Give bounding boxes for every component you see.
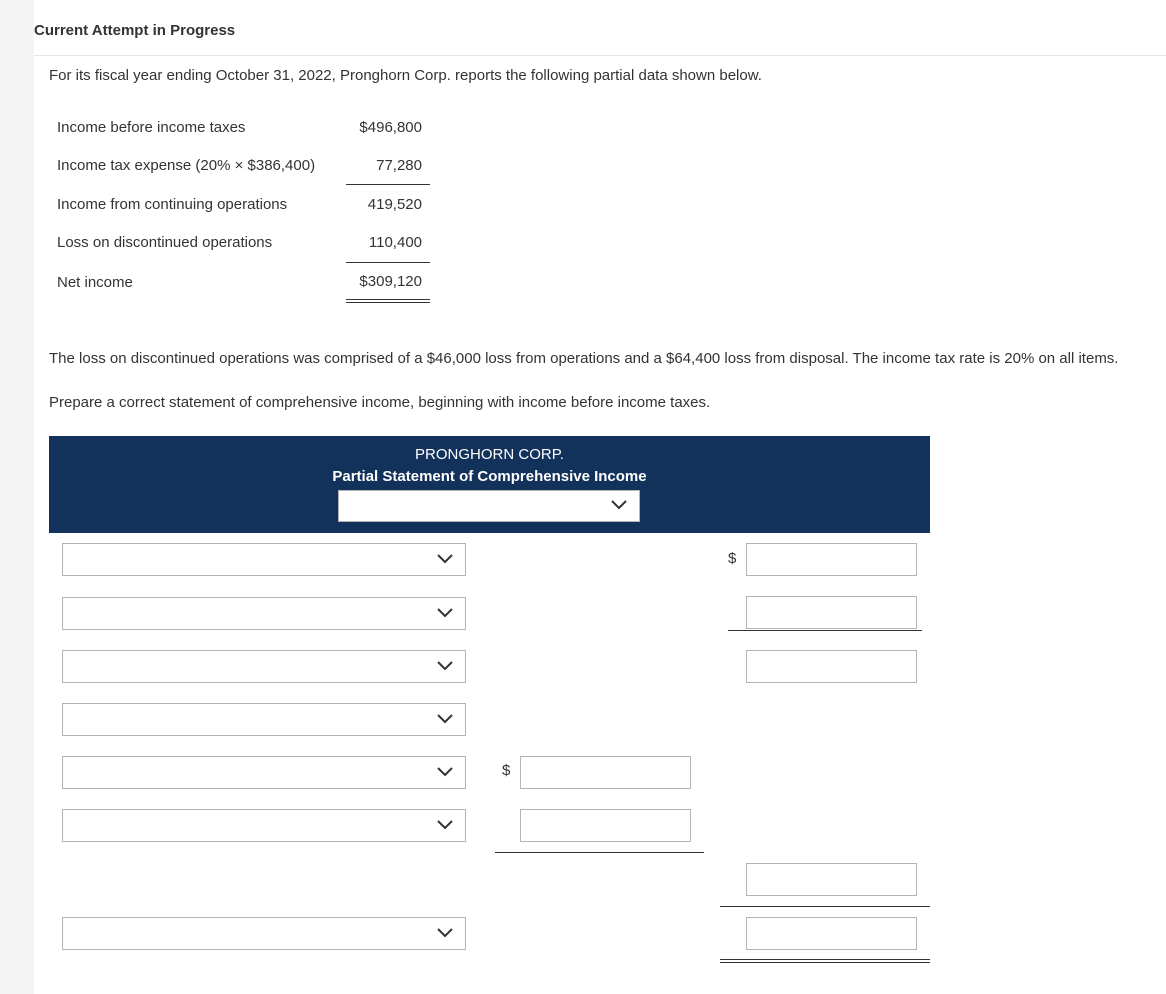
- amount-input[interactable]: [746, 596, 917, 629]
- given-label: Income from continuing operations: [57, 196, 288, 213]
- amount-input[interactable]: [746, 650, 917, 683]
- attempt-heading: Current Attempt in Progress: [34, 22, 236, 39]
- given-label: Net income: [57, 274, 133, 291]
- account-select[interactable]: [62, 543, 466, 576]
- chevron-down-icon: [437, 820, 453, 830]
- total-double-rule: [720, 959, 930, 963]
- subtotal-rule: [728, 630, 922, 631]
- account-select[interactable]: [62, 703, 466, 736]
- subtotal-rule: [346, 262, 430, 263]
- statement-title: Partial Statement of Comprehensive Income: [332, 468, 647, 485]
- given-label: Income before income taxes: [57, 119, 246, 136]
- company-name: PRONGHORN CORP.: [415, 446, 564, 463]
- account-select[interactable]: [62, 756, 466, 789]
- heading-divider: [34, 55, 1166, 56]
- dollar-sign: $: [728, 550, 737, 567]
- given-label: Loss on discontinued operations: [57, 234, 273, 251]
- chevron-down-icon: [437, 928, 453, 938]
- problem-note: The loss on discontinued operations was comprised of a $46,000 loss from operations and a $64,400 loss from disposal. The income tax rate is 20% on all items.: [49, 350, 1119, 367]
- account-select[interactable]: [62, 597, 466, 630]
- given-value: 419,520: [367, 196, 422, 213]
- chevron-down-icon: [437, 554, 453, 564]
- amount-input[interactable]: [746, 863, 917, 896]
- amount-input[interactable]: [746, 917, 917, 950]
- amount-input[interactable]: [746, 543, 917, 576]
- problem-intro: For its fiscal year ending October 31, 2022, Pronghorn Corp. reports the following partial data shown below.: [49, 67, 762, 84]
- period-select[interactable]: [338, 490, 640, 522]
- dollar-sign: $: [502, 762, 511, 779]
- given-value: $309,120: [359, 273, 422, 290]
- total-double-rule: [346, 299, 430, 303]
- account-select[interactable]: [62, 917, 466, 950]
- problem-instruction: Prepare a correct statement of comprehensive income, beginning with income before income taxes.: [49, 394, 711, 411]
- account-select[interactable]: [62, 809, 466, 842]
- left-gutter: [0, 0, 34, 994]
- subtotal-rule: [720, 906, 930, 907]
- chevron-down-icon: [437, 714, 453, 724]
- given-value: 110,400: [368, 234, 422, 251]
- chevron-down-icon: [437, 608, 453, 618]
- given-label: Income tax expense (20% × $386,400): [57, 157, 316, 174]
- chevron-down-icon: [437, 767, 453, 777]
- subtotal-rule: [346, 184, 430, 185]
- amount-input[interactable]: [520, 756, 691, 789]
- subtotal-rule: [495, 852, 704, 853]
- given-value: 77,280: [376, 157, 422, 174]
- chevron-down-icon: [611, 500, 627, 510]
- chevron-down-icon: [437, 661, 453, 671]
- given-value: $496,800: [359, 119, 422, 136]
- amount-input[interactable]: [520, 809, 691, 842]
- account-select[interactable]: [62, 650, 466, 683]
